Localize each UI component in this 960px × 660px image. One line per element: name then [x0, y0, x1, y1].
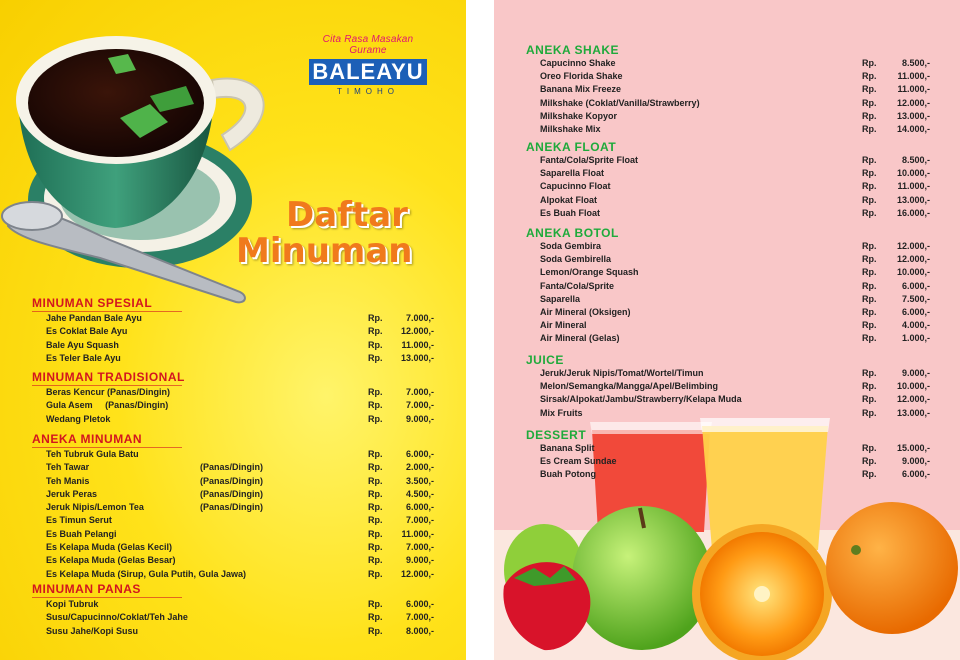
menu-item-price: 13.000,- [896, 194, 930, 205]
menu-item-name: Jeruk Peras [46, 488, 98, 499]
menu-item-row [526, 306, 946, 319]
currency-label: Rp. [862, 469, 877, 480]
currency-label: Rp. [862, 58, 877, 68]
brand-logo [306, 34, 430, 96]
brand-location: TIMOHO [337, 87, 399, 96]
menu-item-name: Banana Mix Freeze [540, 84, 622, 95]
currency-label: Rp. [368, 387, 383, 397]
currency-label: Rp. [368, 625, 383, 636]
currency-label: Rp. [862, 110, 877, 121]
currency-label: Rp. [368, 413, 383, 424]
menu-item-price: 11.000,- [401, 339, 434, 350]
menu-item-price: 8.500,- [901, 155, 930, 165]
menu-item-price: 15.000,- [896, 443, 930, 453]
currency-label: Rp. [862, 368, 877, 378]
menu-item-name: Susu/Capucinno/Coklat/Teh Jahe [46, 612, 188, 623]
menu-item-price: 13.000,- [896, 407, 930, 418]
menu-item-price: 7.000,- [405, 542, 434, 553]
menu-item-name: Es Cream Sundae [540, 456, 617, 467]
currency-label: Rp. [862, 241, 877, 251]
menu-section [526, 428, 946, 482]
currency-label: Rp. [862, 97, 877, 108]
menu-item-row [32, 413, 442, 426]
menu-item-note: (Panas/Dingin) [200, 462, 264, 473]
currency-label: Rp. [862, 280, 877, 291]
menu-item-price: 6.000,- [901, 469, 930, 480]
menu-item-row [32, 325, 442, 338]
menu-item-row [32, 461, 442, 474]
menu-section [526, 226, 946, 346]
menu-item-name: Kopi Tubruk [46, 599, 99, 609]
menu-item-name: Teh Tawar [46, 462, 90, 473]
menu-item-name: Beras Kencur (Panas/Dingin) [46, 387, 171, 397]
menu-item-price: 6.000,- [901, 306, 930, 317]
menu-item-row [32, 541, 442, 554]
menu-item-name: Saparella [540, 293, 581, 304]
menu-item-name: Fanta/Cola/Sprite [540, 280, 615, 291]
menu-item-row [526, 442, 946, 455]
menu-item-row [526, 240, 946, 253]
menu-item-price: 12.000,- [896, 241, 930, 251]
menu-item-row [526, 83, 946, 96]
menu-title-line1: Daftar [286, 195, 408, 235]
menu-item-row [526, 110, 946, 123]
menu-item-name: Milkshake Kopyor [540, 110, 618, 121]
menu-item-price: 13.000,- [400, 352, 434, 363]
menu-item-price: 12.000,- [896, 394, 930, 405]
currency-label: Rp. [368, 542, 383, 553]
menu-item-name: Soda Gembirella [540, 254, 612, 265]
menu-item-price: 8.000,- [405, 625, 434, 636]
menu-item-name: Capucinno Shake [540, 58, 616, 68]
menu-item-price: 11.000,- [897, 71, 930, 82]
menu-item-row [32, 386, 442, 399]
menu-item-price: 13.000,- [896, 110, 930, 121]
menu-item-price: 6.000,- [901, 280, 930, 291]
currency-label: Rp. [862, 267, 877, 278]
menu-item-row [526, 319, 946, 332]
currency-label: Rp. [862, 306, 877, 317]
section-heading: ANEKA SHAKE [526, 43, 620, 57]
menu-item-name: Lemon/Orange Squash [540, 267, 639, 278]
menu-section [32, 432, 442, 581]
currency-label: Rp. [368, 612, 383, 623]
menu-item-name: Es Kelapa Muda (Gelas Kecil) [46, 542, 173, 553]
menu-item-row [526, 123, 946, 136]
menu-item-row [32, 488, 442, 501]
menu-item-name: Milkshake (Coklat/Vanilla/Strawberry) [540, 97, 700, 108]
menu-item-name: Fanta/Cola/Sprite Float [540, 155, 639, 165]
menu-item-price: 6.000,- [405, 449, 434, 459]
currency-label: Rp. [862, 123, 877, 134]
menu-item-price: 10.000,- [896, 168, 930, 179]
menu-item-price: 11.000,- [897, 84, 930, 95]
menu-item-note: (Panas/Dingin) [200, 502, 264, 513]
menu-item-name: Saparella Float [540, 168, 605, 179]
menu-page-right [494, 0, 960, 660]
menu-item-price: 16.000,- [896, 207, 930, 218]
menu-item-price: 6.000,- [405, 502, 434, 513]
menu-item-price: 7.000,- [405, 387, 434, 397]
currency-label: Rp. [368, 449, 383, 459]
menu-section [526, 43, 946, 136]
currency-label: Rp. [862, 207, 877, 218]
currency-label: Rp. [368, 555, 383, 566]
currency-label: Rp. [862, 71, 877, 82]
currency-label: Rp. [862, 168, 877, 179]
menu-item-name: Susu Jahe/Kopi Susu [46, 625, 139, 636]
menu-item-price: 8.500,- [901, 58, 930, 68]
menu-page-left [0, 0, 466, 660]
menu-item-row [32, 448, 442, 461]
menu-item-name: Air Mineral [540, 320, 587, 331]
currency-label: Rp. [368, 326, 383, 337]
section-heading: MINUMAN PANAS [32, 582, 141, 596]
menu-item-name: Melon/Semangka/Mangga/Apel/Belimbing [540, 381, 719, 392]
menu-item-price: 12.000,- [400, 326, 434, 337]
menu-item-row [526, 266, 946, 279]
currency-label: Rp. [862, 443, 877, 453]
currency-label: Rp. [368, 599, 383, 609]
menu-item-note: (Panas/Dingin) [200, 488, 264, 499]
section-heading: ANEKA BOTOL [526, 226, 619, 240]
menu-item-name: Capucinno Float [540, 181, 611, 192]
menu-item-name: Air Mineral (Oksigen) [540, 306, 631, 317]
menu-item-row [32, 514, 442, 527]
menu-item-row [526, 367, 946, 380]
brand-tagline: Cita Rasa Masakan Gurame [322, 34, 414, 56]
menu-item-name: Bale Ayu Squash [46, 339, 119, 350]
menu-item-row [526, 154, 946, 167]
menu-item-price: 6.000,- [405, 599, 434, 609]
menu-item-row [32, 339, 442, 352]
currency-label: Rp. [368, 475, 383, 486]
menu-section [32, 370, 442, 426]
currency-label: Rp. [862, 381, 877, 392]
menu-section [32, 296, 442, 365]
menu-item-name: Es Buah Pelangi [46, 528, 117, 539]
menu-item-price: 11.000,- [401, 528, 434, 539]
menu-item-name: Banana Split [540, 443, 595, 453]
currency-label: Rp. [368, 515, 383, 526]
menu-item-name: Jeruk/Jeruk Nipis/Tomat/Wortel/Timun [540, 368, 704, 378]
currency-label: Rp. [862, 394, 877, 405]
menu-item-price: 12.000,- [400, 568, 434, 579]
currency-label: Rp. [862, 320, 877, 331]
menu-item-price: 7.000,- [405, 313, 434, 323]
menu-item-name: Jeruk Nipis/Lemon Tea [46, 502, 144, 513]
currency-label: Rp. [368, 568, 383, 579]
menu-item-price: 4.500,- [405, 488, 434, 499]
menu-item-row [526, 380, 946, 393]
currency-label: Rp. [862, 456, 877, 467]
menu-title-line2: Minuman [236, 231, 413, 271]
menu-item-price: 1.000,- [901, 333, 930, 344]
menu-item-name: Teh Manis [46, 475, 90, 486]
menu-item-row [526, 293, 946, 306]
currency-label: Rp. [368, 528, 383, 539]
currency-label: Rp. [862, 333, 877, 344]
currency-label: Rp. [368, 488, 383, 499]
menu-item-name: Soda Gembira [540, 241, 602, 251]
menu-item-price: 7.500,- [901, 293, 930, 304]
menu-item-price: 4.000,- [901, 320, 930, 331]
menu-item-price: 10.000,- [896, 381, 930, 392]
currency-label: Rp. [862, 194, 877, 205]
menu-item-name: Mix Fruits [540, 407, 583, 418]
menu-item-row [526, 280, 946, 293]
menu-item-row [32, 568, 442, 581]
currency-label: Rp. [862, 293, 877, 304]
menu-item-name: Air Mineral (Gelas) [540, 333, 620, 344]
section-heading: JUICE [526, 353, 564, 367]
currency-label: Rp. [368, 313, 383, 323]
menu-item-price: 9.000,- [901, 456, 930, 467]
menu-section [526, 353, 946, 420]
menu-item-row [526, 207, 946, 220]
menu-item-name: Teh Tubruk Gula Batu [46, 449, 139, 459]
menu-item-price: 3.500,- [405, 475, 434, 486]
menu-item-name: Milkshake Mix [540, 123, 601, 134]
currency-label: Rp. [862, 254, 877, 265]
menu-item-price: 7.000,- [405, 400, 434, 411]
currency-label: Rp. [368, 339, 383, 350]
menu-item-row [32, 625, 442, 638]
menu-section [526, 140, 946, 220]
menu-item-row [32, 352, 442, 365]
menu-item-name: Es Teler Bale Ayu [46, 352, 121, 363]
menu-item-price: 7.000,- [405, 612, 434, 623]
currency-label: Rp. [862, 407, 877, 418]
menu-item-name: Alpokat Float [540, 194, 598, 205]
menu-item-price: 7.000,- [405, 515, 434, 526]
menu-item-row [32, 501, 442, 514]
menu-item-price: 10.000,- [896, 267, 930, 278]
section-heading: DESSERT [526, 428, 587, 442]
menu-item-row [526, 393, 946, 406]
menu-item-row [32, 399, 442, 412]
section-heading: ANEKA FLOAT [526, 140, 617, 154]
menu-item-name: Jahe Pandan Bale Ayu [46, 313, 142, 323]
menu-item-price: 9.000,- [405, 555, 434, 566]
section-heading: ANEKA MINUMAN [32, 432, 143, 446]
menu-item-name: Buah Potong [540, 469, 596, 480]
currency-label: Rp. [368, 400, 383, 411]
menu-item-row [526, 194, 946, 207]
menu-item-row [32, 554, 442, 567]
menu-item-row [526, 57, 946, 70]
brand-name: BALEAYU [309, 59, 427, 85]
currency-label: Rp. [368, 352, 383, 363]
menu-item-name: Es Kelapa Muda (Sirup, Gula Putih, Gula Jawa) [46, 568, 247, 579]
menu-item-price: 12.000,- [896, 254, 930, 265]
menu-item-name: Es Timun Serut [46, 515, 112, 526]
menu-item-row [526, 180, 946, 193]
menu-item-name: Wedang Pletok [46, 413, 111, 424]
menu-item-name: Es Kelapa Muda (Gelas Besar) [46, 555, 176, 566]
menu-item-name: Sirsak/Alpokat/Jambu/Strawberry/Kelapa Muda [540, 394, 742, 405]
currency-label: Rp. [862, 84, 877, 95]
menu-item-row [32, 598, 442, 611]
menu-item-name: Gula Asem (Panas/Dingin) [46, 400, 169, 411]
menu-item-row [32, 475, 442, 488]
menu-item-row [526, 455, 946, 468]
menu-item-row [526, 253, 946, 266]
currency-label: Rp. [368, 502, 383, 513]
currency-label: Rp. [368, 462, 383, 473]
menu-item-row [526, 97, 946, 110]
menu-item-row [526, 332, 946, 345]
menu-item-price: 9.000,- [901, 368, 930, 378]
menu-item-price: 14.000,- [896, 123, 930, 134]
menu-item-name: Oreo Florida Shake [540, 71, 623, 82]
menu-item-note: (Panas/Dingin) [200, 475, 264, 486]
menu-item-row [32, 528, 442, 541]
menu-item-row [32, 611, 442, 624]
menu-item-price: 2.000,- [405, 462, 434, 473]
section-heading: MINUMAN SPESIAL [32, 296, 153, 310]
menu-item-name: Es Buah Float [540, 207, 601, 218]
currency-label: Rp. [862, 155, 877, 165]
menu-item-row [526, 468, 946, 481]
menu-item-row [526, 167, 946, 180]
menu-item-row [32, 312, 442, 325]
menu-item-price: 9.000,- [405, 413, 434, 424]
currency-label: Rp. [862, 181, 877, 192]
menu-item-row [526, 407, 946, 420]
menu-item-price: 11.000,- [897, 181, 930, 192]
menu-item-row [526, 70, 946, 83]
section-heading: MINUMAN TRADISIONAL [32, 370, 185, 384]
menu-item-price: 12.000,- [896, 97, 930, 108]
menu-section [32, 582, 442, 638]
menu-item-name: Es Coklat Bale Ayu [46, 326, 128, 337]
